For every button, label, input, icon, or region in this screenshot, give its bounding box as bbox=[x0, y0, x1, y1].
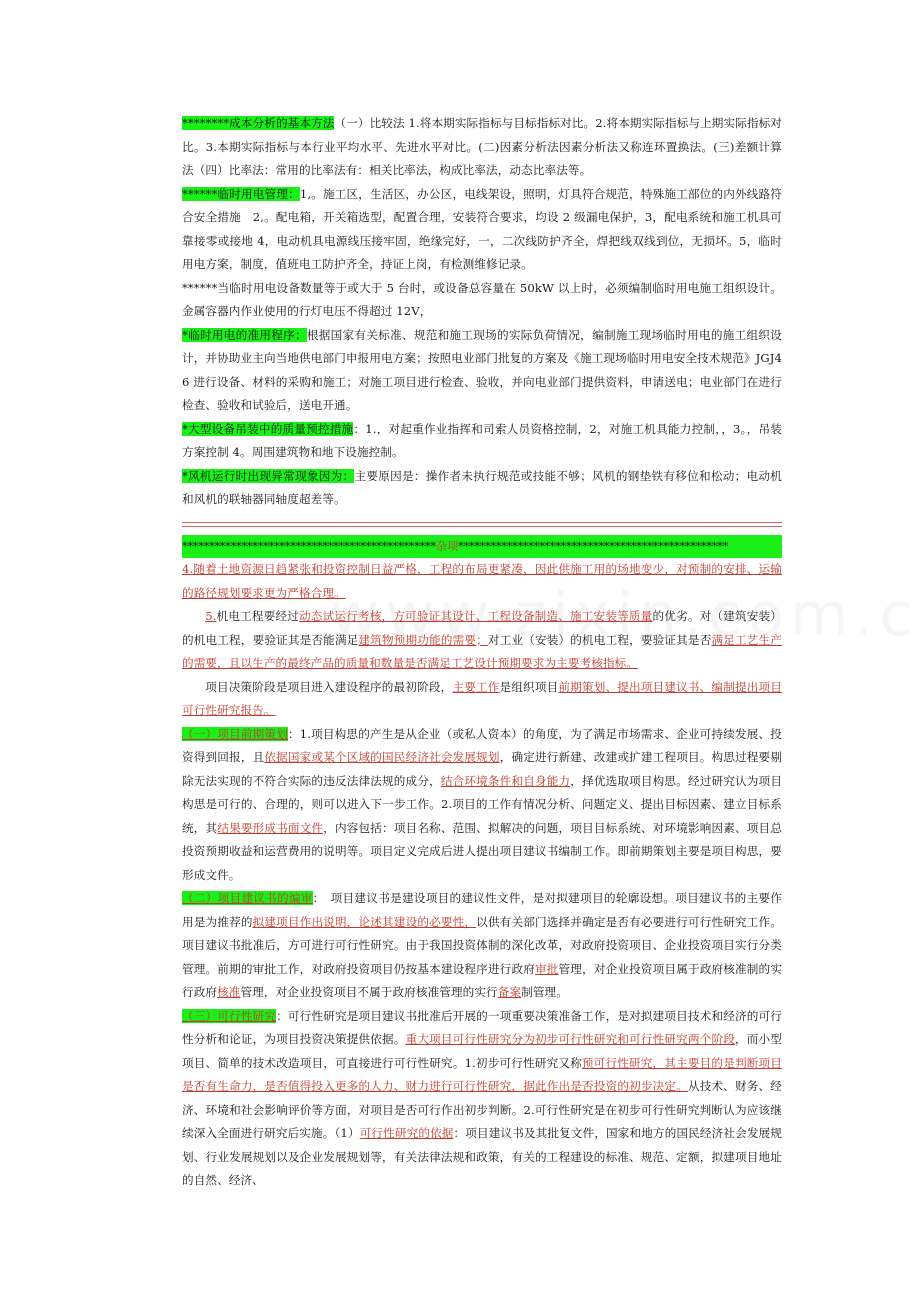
highlight-heading: ******临时用电管理： bbox=[182, 186, 300, 201]
paragraph-text: ：可行性研究是项目建议书批准后开展的一项重要决策准备工作，是对拟建项目技术和经济的可行性分析和论证，为项目投资决策提供依据。 bbox=[182, 1008, 782, 1046]
paragraph-text: 机电工程要经过 bbox=[216, 609, 300, 623]
highlight-heading: （一）项目前期策划 bbox=[182, 726, 288, 741]
paragraph-text: （一）比较法 1.将本期实际指标与目标指标对比。2.将本期实际指标与上期实际指标对比。3.本期实际指标与本行业平均水平、先进水平对比。(二)因素分析法因素分析法又称连环置换法。(三)差额计算法（四）比率法：常用的比率法有：相关比率法，构成比率法，动态比率法等。 bbox=[182, 116, 782, 177]
paragraph-text: ，确定进行新建、改建或扩建工程项目。构思过程要剔除无法实现的不符合实际的违反法律法规的成分， bbox=[182, 750, 783, 788]
highlight-heading: *风机运行时出现异常现象因为： bbox=[182, 468, 355, 483]
highlight-heading: *临时用电的准用程序： bbox=[182, 327, 307, 342]
paragraph-text: ，而小型项目、简单的技术改造项目，可直接进行可行性研究。1.初步可行性研究又称 bbox=[182, 1032, 783, 1070]
paragraph-text: ：1.项目构思的产生是从企业（或私人资本）的角度，为了满足市场需求、企业可持续发展、投资得到回报，且 bbox=[182, 726, 782, 764]
paragraph-text: 是组织项目 bbox=[499, 679, 559, 694]
highlight-heading: （三）可行性研究 bbox=[182, 1008, 277, 1023]
paragraph-text: 对工业（安装）的机电工程，要验证其是否 bbox=[487, 632, 712, 647]
paragraph-text: 从技术、财务、经济、环境和社会影响评价等方面，对项目是否可行作出初步判断。2.可行性研究是在初步可行性研究判断认为应该继续深入全面进行研究后实施。（1） bbox=[182, 1079, 782, 1140]
paragraph-text: ，内容包括：项目名称、范围、拟解决的问题，项目目标系统、对环境影响因素、项目总投资预期收益和运营费用的说明等。项目定义完成后进人提出项目建议书编制工作。即前期策划主要是项目构思，要形成文件。 bbox=[182, 820, 783, 882]
underlined-text: 建筑物预期功能的需要； bbox=[358, 632, 488, 647]
paragraph-text: 根据国家有关标准、规范和施工现场的实际负荷情况，编制施工现场临时用电的施工组织设计，并协助业主向当地供电部门申报用电方案；按照电业部门批复的方案及《施工现场临时用电安全技术规范》JGJ46 进行设备、材料的采购和施工；对施工项目进行检查、验收，并向电业部门提供资料，申请送电；电业部门在进行检查、验收和试验后，送电开通。 bbox=[182, 327, 782, 412]
underlined-text: 拟建项目作出说明，论述其建设的必要性， bbox=[252, 914, 477, 929]
highlight-heading: （二）项目建议书的编审 bbox=[182, 891, 313, 905]
underlined-text: 结果要形成书面文件 bbox=[217, 820, 324, 835]
paragraph-site-land bbox=[182, 558, 782, 605]
paragraph-commissioning bbox=[182, 605, 782, 676]
paragraph-power-procedure bbox=[182, 324, 782, 418]
paragraph-text: 制管理。 bbox=[521, 985, 568, 999]
paragraph-text: 项目决策阶段是项目进入建设程序的最初阶段， bbox=[205, 679, 453, 694]
document-body bbox=[182, 112, 782, 1193]
paragraph-text: 管理，对企业投资项目不属于政府核准管理的实行 bbox=[240, 985, 498, 999]
paragraph-text: 1,。施工区，生活区，办公区，电线架设，照明，灯具符合规范，特殊施工部位的内外线路符合安全措施 2,。配电箱，开关箱选型，配置合理，安装符合要求，均设 2 级漏电保护，3，配电系统和施工机具可靠接零或接地 4，电动机具电源线压接牢固，绝缘完好，一，二次线防护齐全，焊把线双线到位，无损坏。5，临时用电方案，制度，值班电工防护齐全，持证上岗，有检测维修记录。 bbox=[182, 186, 783, 271]
paragraph-lifting-quality bbox=[182, 418, 782, 465]
paragraph-temp-power bbox=[182, 183, 782, 277]
separator-label: 杂项 bbox=[435, 538, 459, 553]
paragraph-text: ******当临时用电设备数量等于或大于 5 台时，或设备总容量在 50kW 以上时，必须编制临时用电施工组织设计。金属容器内作业使用的行灯电压不得超过 12V， bbox=[182, 280, 782, 318]
paragraph-early-planning bbox=[182, 723, 782, 888]
underlined-text: 资源日趋紧张和投资控制日益严格，工程的布局更紧凑，因此供施工用的场地变少，对预制的安排、运输的路径规划要求更为严格合理。 bbox=[182, 562, 782, 600]
divider-line bbox=[182, 526, 782, 527]
paragraph-text: 主要原因是：操作者未执行规范或技能不够；风机的钢垫铁有移位和松动；电动机和风机的联轴器同轴度超差等。 bbox=[182, 468, 782, 506]
underlined-text: 核准 bbox=[217, 985, 241, 999]
paragraph-text: 管理，对企业投资项目属于政府核准制的实行政府 bbox=[182, 961, 783, 999]
underlined-text: 备案 bbox=[497, 985, 522, 999]
separator-stars-right: ************************************************** bbox=[458, 538, 728, 553]
paragraph-text: ： 项目建议书是建设项目的建议性文件，是对拟建项目的轮廓设想。项目建议书的主要作用是为推荐的 bbox=[182, 891, 782, 929]
underlined-text: 预可行性研究，其主要目的是判断项目是否有生命力，是否值得投入更多的人力、财力进行可行性研究，据此作出是否投资的初步决定。 bbox=[182, 1055, 782, 1093]
underlined-text: 依据国家或某个区域的国民经济社会发展规划 bbox=[264, 750, 500, 764]
paragraph-text: ：项目建议书及其批复文件，国家和地方的国民经济社会发展规划、行业发展规划以及企业发展规划等，有关法律法规和政策，有关的工程建设的标准、规范、定额，拟建项目地址的自然、经济、 bbox=[182, 1126, 782, 1187]
paragraph-temp-power-design bbox=[182, 277, 782, 324]
underlined-text: 4.随着土地 bbox=[182, 562, 241, 576]
paragraph-fan-abnormal bbox=[182, 465, 782, 512]
underlined-text: 主要工作 bbox=[452, 679, 500, 694]
underlined-text: 重大项目可行性研究分为初步可行性研究和可行性研究两个阶段 bbox=[405, 1032, 736, 1046]
paragraph-cost-analysis bbox=[182, 112, 782, 183]
underlined-text: 前期策划、提出项目建议书、编制提出项目可行性研究报告。 bbox=[182, 679, 782, 717]
underlined-text: 动态试运行考核，方可验证其设计、工程设备制造、施工安装等质量 bbox=[299, 609, 653, 623]
paragraph-proposal bbox=[182, 887, 782, 1005]
underlined-text: 5. bbox=[205, 609, 217, 623]
paragraph-feasibility bbox=[182, 1005, 782, 1193]
separator-stars-left: *********************************************** bbox=[182, 538, 436, 553]
highlight-heading: ********成本分析的基本方法 bbox=[182, 116, 335, 130]
paragraph-text: 以供有关部门选择并确定是否有必要进行可行性研究工作。项目建议书批准后，方可进行可行性研究。由于我国投资体制的深化改革，对政府投资项目、企业投资项目实行分类管理。前期的审批工作，对政府投资项目仍按基本建设程序进行政府 bbox=[182, 914, 783, 976]
section-separator bbox=[182, 535, 782, 559]
paragraph-text: ，择优选取项目构思。经过研究认为项目构思是可行的、合理的，则可以进入下一步工作。2.项目的工作有情况分析、问题定义、提出目标因素、建立目标系统，其 bbox=[182, 773, 783, 835]
highlight-heading: *大型设备吊装中的质量预控措施 bbox=[182, 421, 354, 436]
divider-line bbox=[182, 522, 782, 523]
underlined-text: 结合环境条件和自身能力 bbox=[440, 773, 571, 788]
underlined-text: 满足工艺生产的需要，且以生产的最终产品的质量和数量是否满足工艺设计预期要求为主要考核指标。 bbox=[182, 632, 782, 670]
underlined-text: 可行性研究的依据 bbox=[359, 1126, 454, 1140]
paragraph-text: 的优劣。对（建筑安装）的机电工程，要验证其是否能满足 bbox=[182, 609, 782, 647]
underlined-text: 审批 bbox=[534, 961, 559, 976]
paragraph-text: ：1.，对起重作业指挥和司索人员资格控制，2，对施工机具能力控制，，3。，吊装方案控制 4。周围建筑物和地下设施控制。 bbox=[182, 421, 782, 459]
paragraph-decision-stage bbox=[182, 676, 782, 723]
